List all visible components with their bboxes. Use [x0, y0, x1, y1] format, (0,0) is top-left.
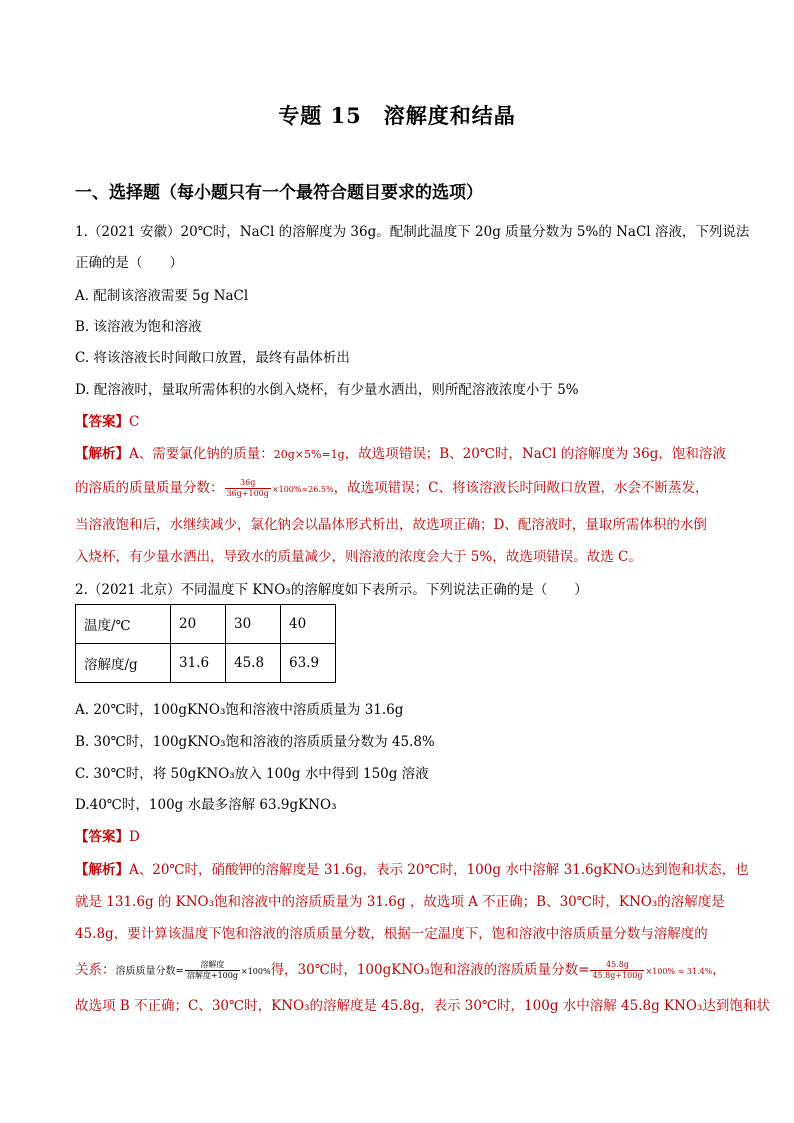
- fraction-numerator: 溶解度: [185, 960, 240, 971]
- formula-tail: ×100%: [240, 967, 271, 976]
- table-cell: 31.6: [171, 644, 226, 683]
- q2-stem: 2.（2021 北京）不同温度下 KNO₃的溶解度如下表所示。下列说法正确的是（ ）: [75, 582, 588, 598]
- fraction: [225, 478, 271, 499]
- table-cell: 63.9: [281, 644, 336, 683]
- analysis-tag: 【解析】: [75, 862, 129, 878]
- table-row: [76, 605, 336, 644]
- q1-option-a: A. 配制该溶液需要 5g NaCl: [75, 288, 249, 304]
- table-cell: 溶解度/g: [76, 644, 171, 683]
- fraction-numerator: 36g: [225, 478, 271, 489]
- page-title: 专题 15 溶解度和结晶: [278, 103, 516, 128]
- q2-option-a: A. 20℃时，100gKNO₃饱和溶液中溶质质量为 31.6g: [75, 702, 404, 718]
- q1-stem-line-1: 1.（2021 安徽）20℃时，NaCl 的溶解度为 36g。配制此温度下 20g 质量分数为 5%的 NaCl 溶液，下列说法: [75, 224, 750, 240]
- q2-analysis-line-3: 45.8g，要计算该温度下饱和溶液的溶质质量分数，根据一定温度下，饱和溶液中溶质质量分数与溶解度的: [75, 926, 708, 942]
- answer-tag: 【答案】: [75, 414, 129, 430]
- section-heading: 一、选择题（每小题只有一个最符合题目要求的选项）: [75, 183, 483, 203]
- fraction-denominator: 溶解度+100g: [186, 971, 238, 980]
- fraction-denominator: 45.8g+100g: [592, 971, 643, 980]
- q1-analysis-line-1: [75, 442, 726, 462]
- q1-analysis-line-2: [75, 476, 708, 499]
- analysis-text: A、需要氯化钠的质量：: [129, 446, 274, 462]
- q1-option-c: C. 将该溶液长时间敞口放置，最终有晶体析出: [75, 350, 350, 366]
- q2-option-b: B. 30℃时，100gKNO₃饱和溶液的溶质质量分数为 45.8%: [75, 734, 435, 750]
- q2-analysis-line-2: 就是 131.6g 的 KNO₃饱和溶液中的溶质质量为 31.6g ，故选项 A 不正确；B、30℃时，KNO₃的溶解度是: [75, 894, 725, 910]
- analysis-tag: 【解析】: [75, 446, 129, 462]
- formula-fraction: [185, 960, 240, 981]
- table-cell: 45.8: [226, 644, 281, 683]
- analysis-text: 关系：: [75, 962, 116, 978]
- analysis-text: ，: [712, 962, 726, 978]
- q1-stem-line-2: 正确的是（ ）: [75, 255, 183, 271]
- fraction-tail: ×100%≈26.5%: [271, 485, 334, 494]
- q1-option-d: D. 配溶液时，量取所需体积的水倒入烧杯，有少量水洒出，则所配溶液浓度小于 5%: [75, 382, 579, 398]
- fraction-numerator: 45.8g: [590, 960, 644, 971]
- q1-analysis-line-4: 入烧杯，有少量水洒出，导致水的质量减少，则溶液的浓度会大于 5%，故选项错误。故选 C。: [75, 549, 642, 565]
- fraction: [590, 960, 644, 981]
- table-cell: 40: [281, 605, 336, 644]
- fraction-denominator: 36g+100g: [226, 489, 269, 498]
- analysis-text: ，故选项错误；B、20℃时，NaCl 的溶解度为 36g，饱和溶液: [344, 446, 726, 462]
- table-cell: 30: [226, 605, 281, 644]
- fraction-tail: ×100% ≈ 31.4%: [645, 967, 713, 976]
- table-cell: 20: [171, 605, 226, 644]
- q2-answer: [75, 825, 140, 845]
- formula-lhs: 溶质质量分数=: [115, 966, 184, 977]
- q2-option-c: C. 30℃时，将 50gKNO₃放入 100g 水中得到 150g 溶液: [75, 766, 429, 782]
- q1-option-b: B. 该溶液为饱和溶液: [75, 319, 202, 335]
- calc-expression: 20g×5%=1g: [273, 448, 345, 461]
- solubility-table: [75, 604, 336, 683]
- answer-value: D: [129, 829, 140, 845]
- table-row: [76, 644, 336, 683]
- q2-analysis-line-4: [75, 958, 726, 981]
- analysis-text: ，故选项错误；C、将该溶液长时间敞口放置，水会不断蒸发，: [333, 480, 709, 496]
- q2-analysis-line-1: [75, 858, 749, 878]
- analysis-text: 的溶质的质量质量分数：: [75, 480, 224, 496]
- q1-answer: [75, 410, 139, 430]
- analysis-text: A、20℃时，硝酸钾的溶解度是 31.6g，表示 20℃时，100g 水中溶解 31.6gKNO₃达到饱和状态，也: [129, 862, 749, 878]
- table-cell: 温度/℃: [76, 605, 171, 644]
- q2-analysis-line-5: 故选项 B 不正确；C、30℃时，KNO₃的溶解度是 45.8g，表示 30℃时，100g 水中溶解 45.8g KNO₃达到饱和状: [75, 998, 770, 1014]
- answer-value: C: [129, 414, 140, 430]
- answer-tag: 【答案】: [75, 829, 129, 845]
- q2-option-d: D.40℃时，100g 水最多溶解 63.9gKNO₃: [75, 797, 337, 813]
- q1-analysis-line-3: 当溶液饱和后，水继续减少，氯化钠会以晶体形式析出，故选项正确；D、配溶液时，量取所需体积的水倒: [75, 517, 707, 533]
- analysis-text: 得，30℃时，100gKNO₃饱和溶液的溶质质量分数=: [270, 962, 590, 978]
